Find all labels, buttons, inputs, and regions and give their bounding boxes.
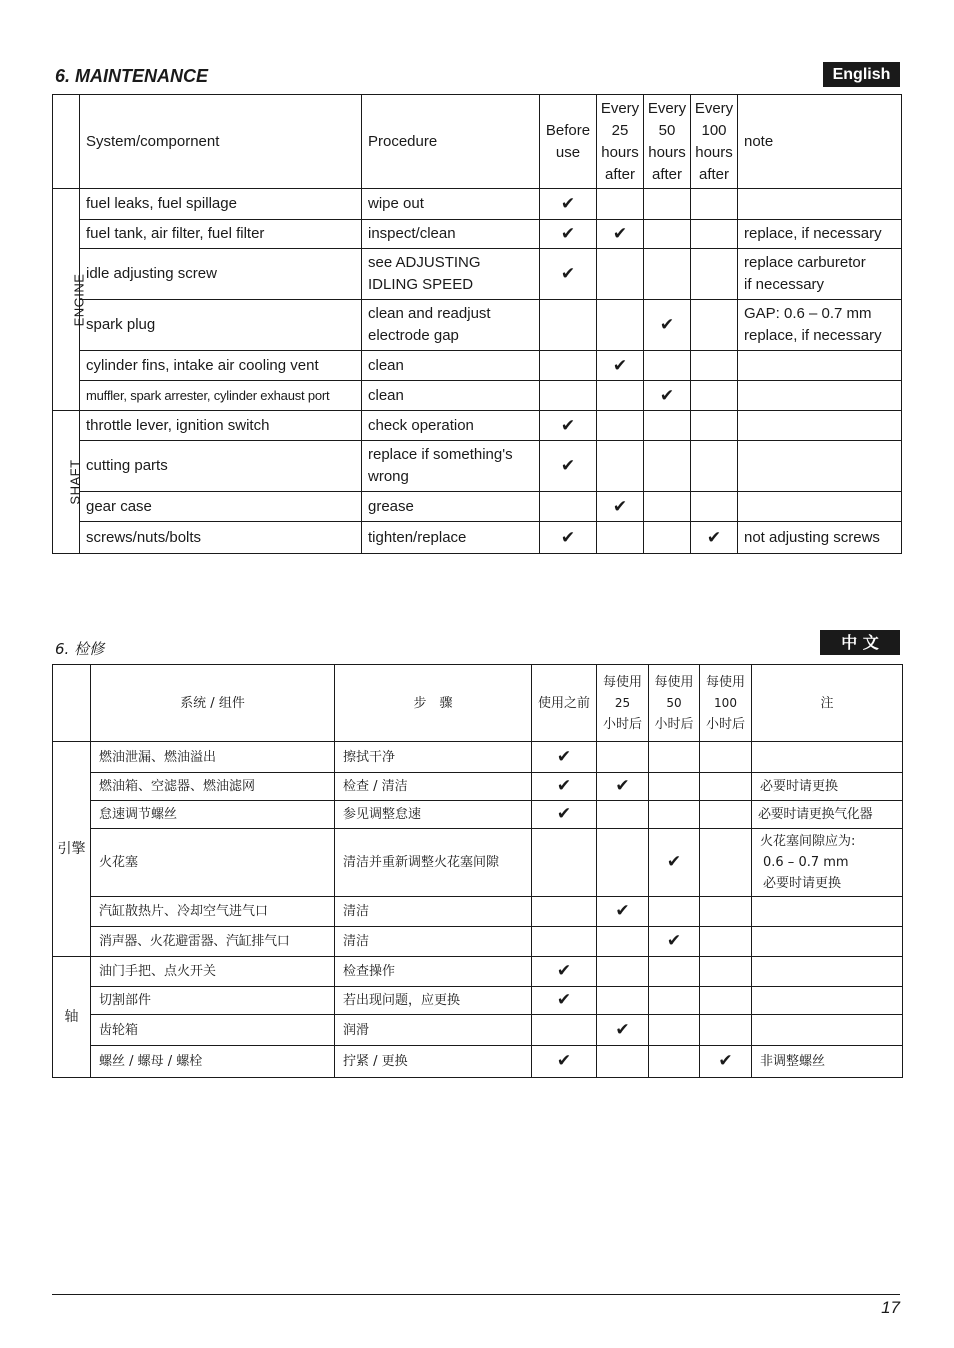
table-row: SHAFT throttle lever, ignition switch check operation ✔ (53, 411, 902, 441)
page-number: 17 (881, 1298, 900, 1317)
table-row: 切割部件 若出现问题，应更换 ✔ (53, 987, 903, 1015)
table-row: 引擎 燃油泄漏、燃油溢出 擦拭干净 ✔ (53, 742, 903, 773)
table-row: spark plug clean and readjust electrode gap ✔ GAP: 0.6 – 0.7 mm replace, if necessary (53, 300, 902, 351)
table-row: gear case grease ✔ (53, 492, 902, 522)
table-row: cutting parts replace if something's wrong ✔ (53, 441, 902, 492)
header-system: System/compornent (80, 95, 362, 189)
table-row: screws/nuts/bolts tighten/replace ✔ ✔ not adjusting screws (53, 522, 902, 554)
footer-divider (52, 1294, 900, 1295)
table-row: 消声器、火花避雷器、汽缸排气口 清洁 ✔ (53, 927, 903, 957)
table-row: 燃油箱、空滤器、燃油滤网 检查 / 清洁 ✔ ✔ 必要时请更换 (53, 773, 903, 801)
table-row: 火花塞 清洁并重新调整火花塞间隙 ✔ 火花塞间隙应为: 0.6 – 0.7 mm 必要时请更换 (53, 829, 903, 897)
check-mark: ✔ (540, 189, 597, 220)
table-header-row (53, 665, 903, 742)
header-procedure: Procedure (362, 95, 540, 189)
maintenance-table-en (52, 94, 902, 554)
section-title-cn: 6. 检修 (55, 640, 105, 658)
table-row: 怠速调节螺丝 参见调整怠速 ✔ 必要时请更换气化器 (53, 801, 903, 829)
header-note: 注 (752, 665, 903, 742)
table-row: 汽缸散热片、冷却空气进气口 清洁 ✔ (53, 897, 903, 927)
header-group-cell (53, 95, 80, 189)
table-row: 轴 油门手把、点火开关 检查操作 ✔ (53, 957, 903, 987)
header-every-25: Every 25 hours after (597, 95, 644, 189)
language-badge-cn: 中 文 (820, 630, 900, 655)
table-row: fuel tank, air filter, fuel filter inspect/clean ✔ ✔ replace, if necessary (53, 220, 902, 249)
header-note: note (738, 95, 902, 189)
maintenance-table-cn (52, 664, 903, 1078)
table-row: 螺丝 / 螺母 / 螺栓 拧紧 / 更换 ✔ ✔ 非调整螺丝 (53, 1046, 903, 1078)
header-system: 系统 / 组件 (91, 665, 335, 742)
language-badge-en: English (823, 62, 900, 87)
group-engine: ENGINE (53, 189, 80, 411)
table-row: cylinder fins, intake air cooling vent clean ✔ (53, 351, 902, 381)
group-shaft: SHAFT (53, 411, 80, 554)
table-row: muffler, spark arrester, cylinder exhaust port clean ✔ (53, 381, 902, 411)
header-before-use: Before use (540, 95, 597, 189)
header-every-100: 每使用 100 小时后 (700, 665, 752, 742)
header-every-50: 每使用 50 小时后 (649, 665, 700, 742)
table-header-row (53, 95, 902, 189)
header-before-use: 使用之前 (532, 665, 597, 742)
header-every-100: Every 100 hours after (691, 95, 738, 189)
header-every-25: 每使用 25 小时后 (597, 665, 649, 742)
header-procedure: 步 骤 (335, 665, 532, 742)
section-title-en: 6. MAINTENANCE (55, 66, 209, 86)
table-row: ENGINE fuel leaks, fuel spillage wipe out ✔ (53, 189, 902, 220)
group-engine-cn: 引擎 (53, 742, 91, 957)
header-group-cell (53, 665, 91, 742)
table-row: idle adjusting screw see ADJUSTING IDLING SPEED ✔ replace carburetor if necessary (53, 249, 902, 300)
group-shaft-cn: 轴 (53, 957, 91, 1078)
table-row: 齿轮箱 润滑 ✔ (53, 1015, 903, 1046)
header-every-50: Every 50 hours after (644, 95, 691, 189)
